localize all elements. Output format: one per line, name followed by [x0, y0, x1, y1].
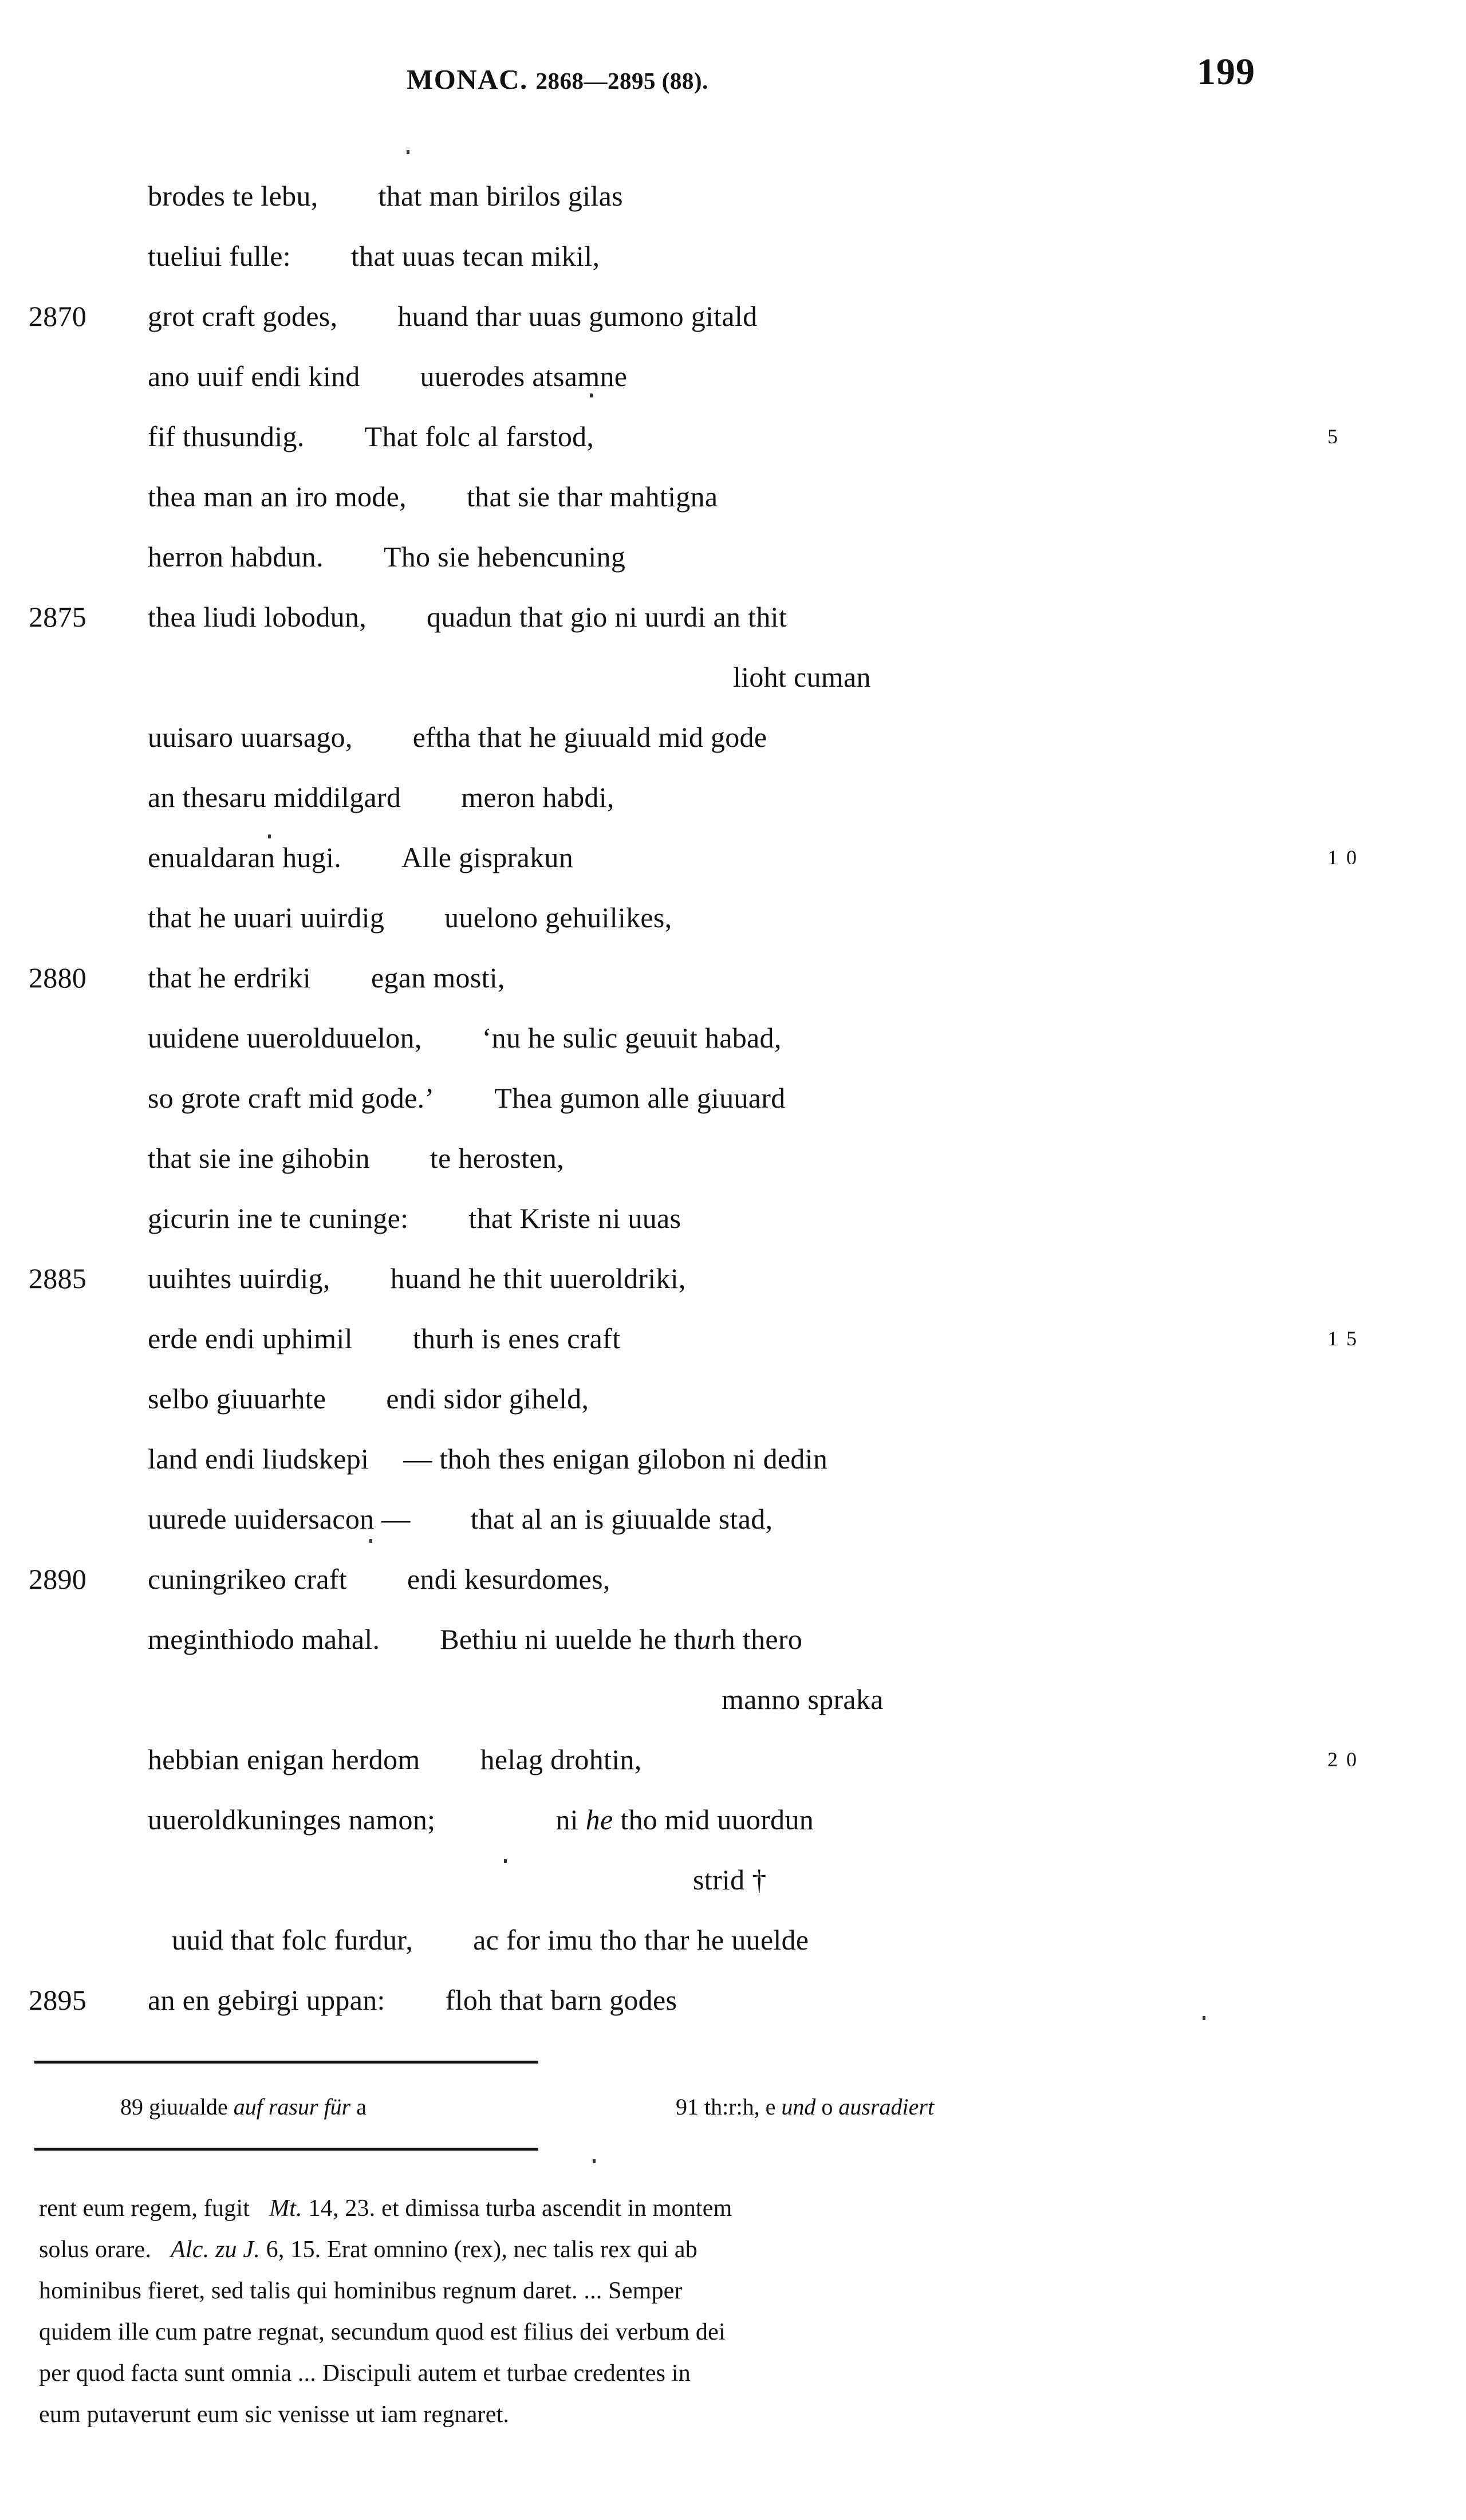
verse-text [148, 346, 627, 407]
verse-line [0, 1549, 1466, 1609]
verse-half-b: Thea gumon alle giuuard [494, 1082, 786, 1114]
verse-text [148, 1249, 686, 1309]
verse-line [0, 286, 1466, 346]
verse-half-a: thea liudi lobodun, [148, 601, 367, 633]
verse-half-a: uuidene uuerolduuelon, [148, 1022, 422, 1054]
verse-text [148, 587, 787, 647]
verse-line-runover [0, 647, 1466, 707]
bible-abbreviation: Mt. [269, 2195, 302, 2222]
scan-artifact-speck [407, 150, 409, 154]
verse-text [148, 707, 767, 767]
verse-half-a: cuningrikeo craft [148, 1563, 347, 1595]
marginal-line-number: 1 0 [1327, 846, 1358, 869]
apparatus-line-ref: 91 [676, 2094, 699, 2120]
verse-text [148, 1369, 589, 1429]
lemma-part-1: giu [149, 2094, 179, 2120]
verse-half-a: ano uuif endi kind [148, 360, 360, 392]
verse-half-b: Tho sie hebencuning [383, 541, 626, 573]
verse-text [148, 1128, 564, 1188]
verse-line [0, 1970, 1466, 2030]
verse-text [148, 1188, 681, 1249]
verse-line [0, 1188, 1466, 1249]
latin-text: rent eum regem, fugit [39, 2195, 250, 2222]
latin-note-line: per quod facta sunt omnia ... Discipuli autem et turbae credentes in [39, 2360, 691, 2387]
verse-half-b: Alle gisprakun [401, 841, 573, 873]
latin-text: 6, 15. Erat omnino (rex), nec talis rex qui ab [266, 2236, 697, 2263]
verse-line [0, 1730, 1466, 1790]
verse-line [0, 166, 1466, 226]
verse-half-a: herron habdun. [148, 541, 324, 573]
verse-line [0, 1609, 1466, 1670]
scan-artifact-speck [504, 1859, 507, 1863]
scan-artifact-speck [1203, 2016, 1205, 2020]
verse-text [148, 828, 573, 888]
verse-line [0, 1309, 1466, 1369]
verse-line [0, 527, 1466, 587]
verse-half-b: endi sidor giheld, [386, 1383, 589, 1415]
apparatus-entry [120, 2093, 366, 2120]
verse-half-b: huand thar uuas gumono gitald [397, 300, 758, 332]
apparatus-lemma [149, 2094, 228, 2120]
verse-line [0, 1249, 1466, 1309]
verse-half-b: ac for imu tho thar he uuelde [473, 1924, 809, 1956]
verse-line [0, 1429, 1466, 1489]
verse-half-a: uuisaro uuarsago, [148, 721, 353, 753]
verse-half-a: meginthiodo mahal. [148, 1623, 380, 1655]
verse-line [0, 1369, 1466, 1429]
marginal-line-number: 5 [1327, 425, 1339, 448]
verse-number: 2875 [29, 601, 87, 633]
verse-half-b: egan mosti, [371, 962, 505, 994]
apparatus-note-reading: a [356, 2094, 367, 2120]
verse-half-a: brodes te lebu, [148, 180, 318, 212]
verse-half-b: te herosten, [429, 1142, 564, 1174]
verse-half-a: thea man an iro mode, [148, 481, 407, 513]
lemma-part-2: alde [190, 2094, 228, 2120]
running-head [0, 51, 1466, 115]
verse-text [172, 1910, 809, 1970]
verse-half-b: Bethiu ni uuelde he thurh thero [440, 1623, 803, 1655]
verse-line [0, 707, 1466, 767]
verse-half-a: tueliui fulle: [148, 240, 291, 272]
verse-text [148, 1309, 620, 1369]
verse-text [148, 1790, 814, 1850]
verse-text [148, 226, 600, 286]
apparatus-note-german-2: ausradiert [838, 2094, 935, 2120]
verse-text [148, 166, 623, 226]
latin-note-line [39, 2229, 1327, 2270]
verse-half-b: that Kriste ni uuas [468, 1202, 681, 1234]
running-head-verse-range: 2868—2895 (88). [535, 68, 708, 94]
verse-text [693, 1850, 767, 1910]
latin-source-note [39, 2188, 1327, 2435]
marginal-line-number: 2 0 [1327, 1748, 1358, 1771]
verse-line [0, 226, 1466, 286]
verse-text [148, 1609, 802, 1670]
verse-half-a: that he uuari uuirdig [148, 901, 385, 934]
verse-half-a: uurede uuidersacon — [148, 1503, 411, 1535]
verse-half-b: ‘nu he sulic geuuit habad, [482, 1022, 782, 1054]
verse-half-b: endi kesurdomes, [407, 1563, 610, 1595]
verse-half-b: eftha that he giuuald mid gode [412, 721, 767, 753]
verse-half-a: land endi liudskepi [148, 1443, 369, 1475]
verse-text [148, 407, 594, 467]
apparatus-entry [676, 2093, 934, 2120]
verse-half-a: uuid that folc furdur, [172, 1924, 413, 1956]
verse-half-b-with-dagger: strid † [693, 1864, 767, 1896]
verse-line [0, 407, 1466, 467]
verse-half-b: quadun that gio ni uurdi an thit [427, 601, 787, 633]
latin-text: 14, 23. et dimissa turba ascendit in montem [308, 2195, 732, 2222]
verse-half-b: — thoh thes enigan gilobon ni dedin [403, 1443, 828, 1475]
verse-half-b: floh that barn godes [445, 1984, 677, 2016]
verse-line [0, 888, 1466, 948]
verse-half-a: gicurin ine te cuninge: [148, 1202, 409, 1234]
verse-text [733, 647, 871, 707]
apparatus-rule-bottom [34, 2148, 538, 2151]
verse-line [0, 467, 1466, 527]
verse-number: 2880 [29, 962, 87, 994]
verse-half-b: helag drohtin, [480, 1743, 642, 1775]
verse-text [148, 286, 757, 346]
verse-text [148, 1068, 786, 1128]
scan-artifact-speck [369, 1539, 372, 1543]
verse-text [148, 1008, 782, 1068]
verse-line [0, 1489, 1466, 1549]
verse-line [0, 1790, 1466, 1850]
verse-number: 2885 [29, 1262, 87, 1294]
verse-number: 2890 [29, 1563, 87, 1595]
page-number: 199 [1197, 51, 1255, 93]
latin-note-line: quidem ille cum patre regnat, secundum quod est filius dei verbum dei [39, 2319, 726, 2345]
verse-half-b: That folc al farstod, [364, 420, 594, 452]
verse-line [0, 1068, 1466, 1128]
verse-half-b: manno spraka [722, 1683, 884, 1715]
latin-note-line: hominibus fieret, sed talis qui hominibus regnum daret. ... Semper [39, 2278, 683, 2304]
verse-half-a: uuihtes uuirdig, [148, 1262, 330, 1294]
verse-line [0, 1008, 1466, 1068]
verse-line [0, 346, 1466, 407]
verse-half-a: so grote craft mid gode.’ [148, 1082, 435, 1114]
verse-text [148, 948, 505, 1008]
verse-half-b: thurh is enes craft [412, 1322, 621, 1354]
verse-half-b: ni he tho mid uuordun [555, 1804, 814, 1836]
lemma-italic-letter: u [178, 2094, 190, 2120]
verse-text [148, 1970, 677, 2030]
verse-half-b: that man birilos gilas [378, 180, 623, 212]
verse-text [148, 767, 614, 828]
scan-artifact-speck [590, 393, 593, 397]
verse-line-runover [0, 1670, 1466, 1730]
verse-half-a: uueroldkuninges namon; [148, 1804, 436, 1836]
running-head-manuscript-sigil: MONAC. [407, 64, 528, 95]
verse-number: 2895 [29, 1984, 87, 2016]
verse-half-b: that al an is giuualde stad, [470, 1503, 773, 1535]
verse-half-b: that sie thar mahtigna [466, 481, 718, 513]
verse-text [148, 1730, 642, 1790]
italic-word-he: he [585, 1804, 613, 1836]
apparatus-rule-top [34, 2061, 538, 2064]
verse-text [722, 1670, 884, 1730]
latin-note-line: eum putaverunt eum sic venisse ut iam regnaret. [39, 2401, 510, 2428]
running-head-title [407, 63, 708, 96]
verse-half-a: fif thusundig. [148, 420, 305, 452]
verse-half-a: selbo giuuarhte [148, 1383, 326, 1415]
verse-half-a: that he erdriki [148, 962, 311, 994]
verse-block [0, 166, 1466, 2030]
verse-half-b: uuerodes atsamne [420, 360, 628, 392]
verse-text [148, 1429, 827, 1489]
apparatus-line-ref: 89 [120, 2094, 143, 2120]
verse-line [0, 1128, 1466, 1188]
apparatus-note-german: und [781, 2094, 816, 2120]
verse-half-a: hebbian enigan herdom [148, 1743, 420, 1775]
verse-text [148, 888, 672, 948]
verse-half-b: meron habdi, [461, 781, 614, 813]
verse-text [148, 467, 718, 527]
source-abbreviation: Alc. zu J. [171, 2236, 260, 2263]
scan-artifact-speck [593, 2159, 596, 2163]
verse-number: 2870 [29, 300, 87, 332]
verse-half-b: uuelono gehuilikes, [444, 901, 672, 934]
italic-letter-u: u [696, 1623, 711, 1655]
verse-line [0, 587, 1466, 647]
verse-half-a: an thesaru middilgard [148, 781, 401, 813]
verse-half-a: grot craft godes, [148, 300, 338, 332]
apparatus-reading: th:r:h, e [704, 2094, 776, 2120]
verse-line [0, 767, 1466, 828]
verse-line [0, 948, 1466, 1008]
verse-half-a: an en gebirgi uppan: [148, 1984, 385, 2016]
latin-note-line [39, 2188, 1327, 2229]
verse-text [148, 1549, 610, 1609]
verse-half-a: that sie ine gihobin [148, 1142, 370, 1174]
verse-text [148, 527, 625, 587]
verse-half-b: huand he thit uueroldriki, [390, 1262, 686, 1294]
verse-text [148, 1489, 773, 1549]
scan-artifact-speck [268, 834, 271, 838]
verse-half-b: lioht cuman [733, 661, 871, 693]
marginal-line-number: 1 5 [1327, 1327, 1358, 1350]
verse-line [0, 1910, 1466, 1970]
apparatus-note-german: auf rasur für [233, 2094, 351, 2120]
verse-line [0, 828, 1466, 888]
verse-half-a: enualdaran hugi. [148, 841, 342, 873]
verse-line-runover [0, 1850, 1466, 1910]
apparatus-note-reading: o [821, 2094, 833, 2120]
latin-text: solus orare. [39, 2236, 152, 2263]
verse-half-b: that uuas tecan mikil, [350, 240, 600, 272]
verse-half-a: erde endi uphimil [148, 1322, 353, 1354]
